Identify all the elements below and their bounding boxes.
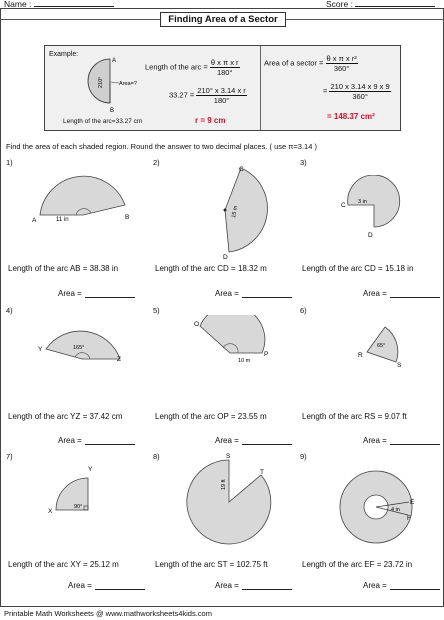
arc-formula-den: 180° [216, 68, 233, 77]
instructions: Find the area of each shaded region. Round the answer to two decimal places. ( use π=3.14 ) [6, 142, 317, 151]
problem-7-label-x: X [48, 508, 53, 515]
area-input-3[interactable] [390, 289, 440, 298]
problem-number-5: 5) [153, 306, 160, 315]
example-point-b: B [110, 108, 115, 114]
arc-formula-num: θ x π x r [210, 58, 239, 67]
area-answer-1[interactable] [58, 289, 135, 298]
problem-number-9: 9) [300, 452, 307, 461]
problem-8-label-s: S [226, 453, 231, 460]
arc-length-2: Length of the arc CD = 18.32 m [155, 264, 267, 273]
problem-2-radius: 15 m [231, 205, 240, 219]
problem-figure-6 [352, 322, 412, 372]
example-divider [260, 46, 261, 130]
example-angle: 210° [98, 76, 104, 88]
sector-sub-den: 360° [352, 92, 368, 101]
problem-number-8: 8) [153, 452, 160, 461]
name-label: Name : [4, 0, 32, 9]
area-answer-2[interactable] [215, 289, 292, 298]
area-label-5: Area = [215, 436, 239, 445]
area-answer-5[interactable] [215, 436, 292, 445]
problem-1-radius: 11 in [56, 217, 69, 223]
problem-2-label-d: D [223, 254, 228, 260]
problem-figure-3 [338, 175, 413, 240]
arc-length-1: Length of the arc AB = 38.38 in [8, 264, 119, 273]
example-label: Example: [49, 51, 79, 58]
example-area-question: Area=? [119, 81, 137, 87]
example-sector-figure [75, 52, 145, 114]
problem-3-radius: 3 in [358, 199, 367, 205]
area-label-9: Area = [363, 581, 387, 590]
problem-number-4: 4) [6, 306, 13, 315]
radius-result: r = 9 cm [195, 116, 226, 125]
arc-sub-den: 180° [213, 96, 230, 105]
arc-sub-lhs: 33.27 = [169, 90, 195, 100]
area-input-5[interactable] [242, 436, 292, 445]
problem-figure-2 [205, 160, 280, 260]
problem-9-label-e: E [410, 499, 415, 506]
area-input-9[interactable] [390, 581, 440, 590]
area-answer-8[interactable] [215, 581, 292, 590]
area-label-6: Area = [363, 436, 387, 445]
arc-length-6: Length of the arc RS = 9.07 ft [302, 412, 407, 421]
problem-3-label-c: C [341, 202, 346, 209]
problem-5-label-o: O [194, 321, 200, 328]
area-answer-4[interactable] [58, 436, 135, 445]
page-title: Finding Area of a Sector [160, 12, 286, 27]
problem-9-radius: 4 in [391, 507, 400, 513]
arc-length-9: Length of the arc EF = 23.72 in [302, 560, 413, 569]
arc-formula [145, 58, 240, 77]
arc-length-4: Length of the arc YZ = 37.42 cm [8, 412, 123, 421]
problem-1-label-b: B [125, 214, 130, 221]
problem-number-1: 1) [6, 158, 13, 167]
name-input-line[interactable] [34, 6, 114, 7]
problem-figure-1 [28, 160, 138, 225]
problem-number-3: 3) [300, 158, 307, 167]
arc-sub-num: 210° x 3.14 x r [197, 86, 246, 95]
sector-formula-lhs: Area of a sector = [264, 58, 324, 68]
area-answer-3[interactable] [363, 289, 440, 298]
arc-substitution [169, 86, 247, 105]
arc-length-5: Length of the arc OP = 23.55 m [155, 412, 267, 421]
problem-7-label-y: Y [88, 466, 93, 473]
area-input-6[interactable] [390, 436, 440, 445]
sector-substitution [323, 82, 391, 101]
area-answer-9[interactable] [363, 581, 440, 590]
problem-figure-9 [336, 462, 421, 552]
area-label-4: Area = [58, 436, 82, 445]
problem-8-radius: 19 ft [221, 479, 227, 490]
area-answer-6[interactable] [363, 436, 440, 445]
example-box [44, 45, 401, 131]
example-arc-caption: Length of the arc=33.27 cm [63, 118, 143, 125]
area-answer-7[interactable] [68, 581, 145, 590]
problem-5-radius: 10 m [238, 358, 251, 364]
example-point-a: A [112, 58, 117, 64]
problem-1-label-a: A [32, 217, 37, 224]
sector-sub-prefix: = [323, 86, 328, 96]
area-input-7[interactable] [95, 581, 145, 590]
problem-3-label-d: D [368, 232, 373, 239]
problem-6-angle: 65° [377, 343, 386, 349]
problem-figure-4 [32, 315, 132, 370]
problem-figure-8 [184, 452, 279, 547]
problem-6-label-r: R [358, 352, 363, 359]
arc-formula-lhs: Length of the arc = [145, 62, 208, 72]
problem-figure-5 [190, 315, 275, 375]
area-label-8: Area = [215, 581, 239, 590]
problem-number-2: 2) [153, 158, 160, 167]
problem-4-label-z: Z [117, 356, 121, 363]
problem-4-angle: 165° [73, 345, 85, 351]
area-input-8[interactable] [242, 581, 292, 590]
sector-formula-num: θ x π x r² [326, 54, 357, 63]
problem-number-7: 7) [6, 452, 13, 461]
problem-7-angle: 90° [74, 504, 83, 510]
sector-sub-num: 210 x 3.14 x 9 x 9 [330, 82, 390, 91]
area-label-1: Area = [58, 289, 82, 298]
problem-9-label-f: F [407, 515, 411, 522]
problem-figure-7 [44, 460, 99, 520]
problem-6-label-s: S [397, 362, 402, 369]
arc-length-7: Length of the arc XY = 25.12 m [8, 560, 119, 569]
area-label-2: Area = [215, 289, 239, 298]
problem-number-6: 6) [300, 306, 307, 315]
sector-result: = 148.37 cm² [327, 112, 375, 121]
problem-2-label-c: C [239, 166, 244, 173]
sector-formula-den: 360° [333, 64, 350, 73]
problem-8-label-t: T [260, 469, 264, 476]
arc-length-3: Length of the arc CD = 15.18 in [302, 264, 414, 273]
score-input-line[interactable] [355, 6, 435, 7]
area-input-4[interactable] [85, 436, 135, 445]
score-label: Score : [326, 0, 353, 9]
area-label-3: Area = [363, 289, 387, 298]
problem-4-label-y: Y [38, 346, 43, 353]
area-input-2[interactable] [242, 289, 292, 298]
sector-formula [264, 54, 358, 73]
footer-text: Printable Math Worksheets @ www.mathworksheets4kids.com [4, 609, 212, 618]
problem-5-label-p: P [264, 351, 269, 358]
area-label-7: Area = [68, 581, 92, 590]
arc-length-8: Length of the arc ST = 102.75 ft [155, 560, 268, 569]
area-input-1[interactable] [85, 289, 135, 298]
